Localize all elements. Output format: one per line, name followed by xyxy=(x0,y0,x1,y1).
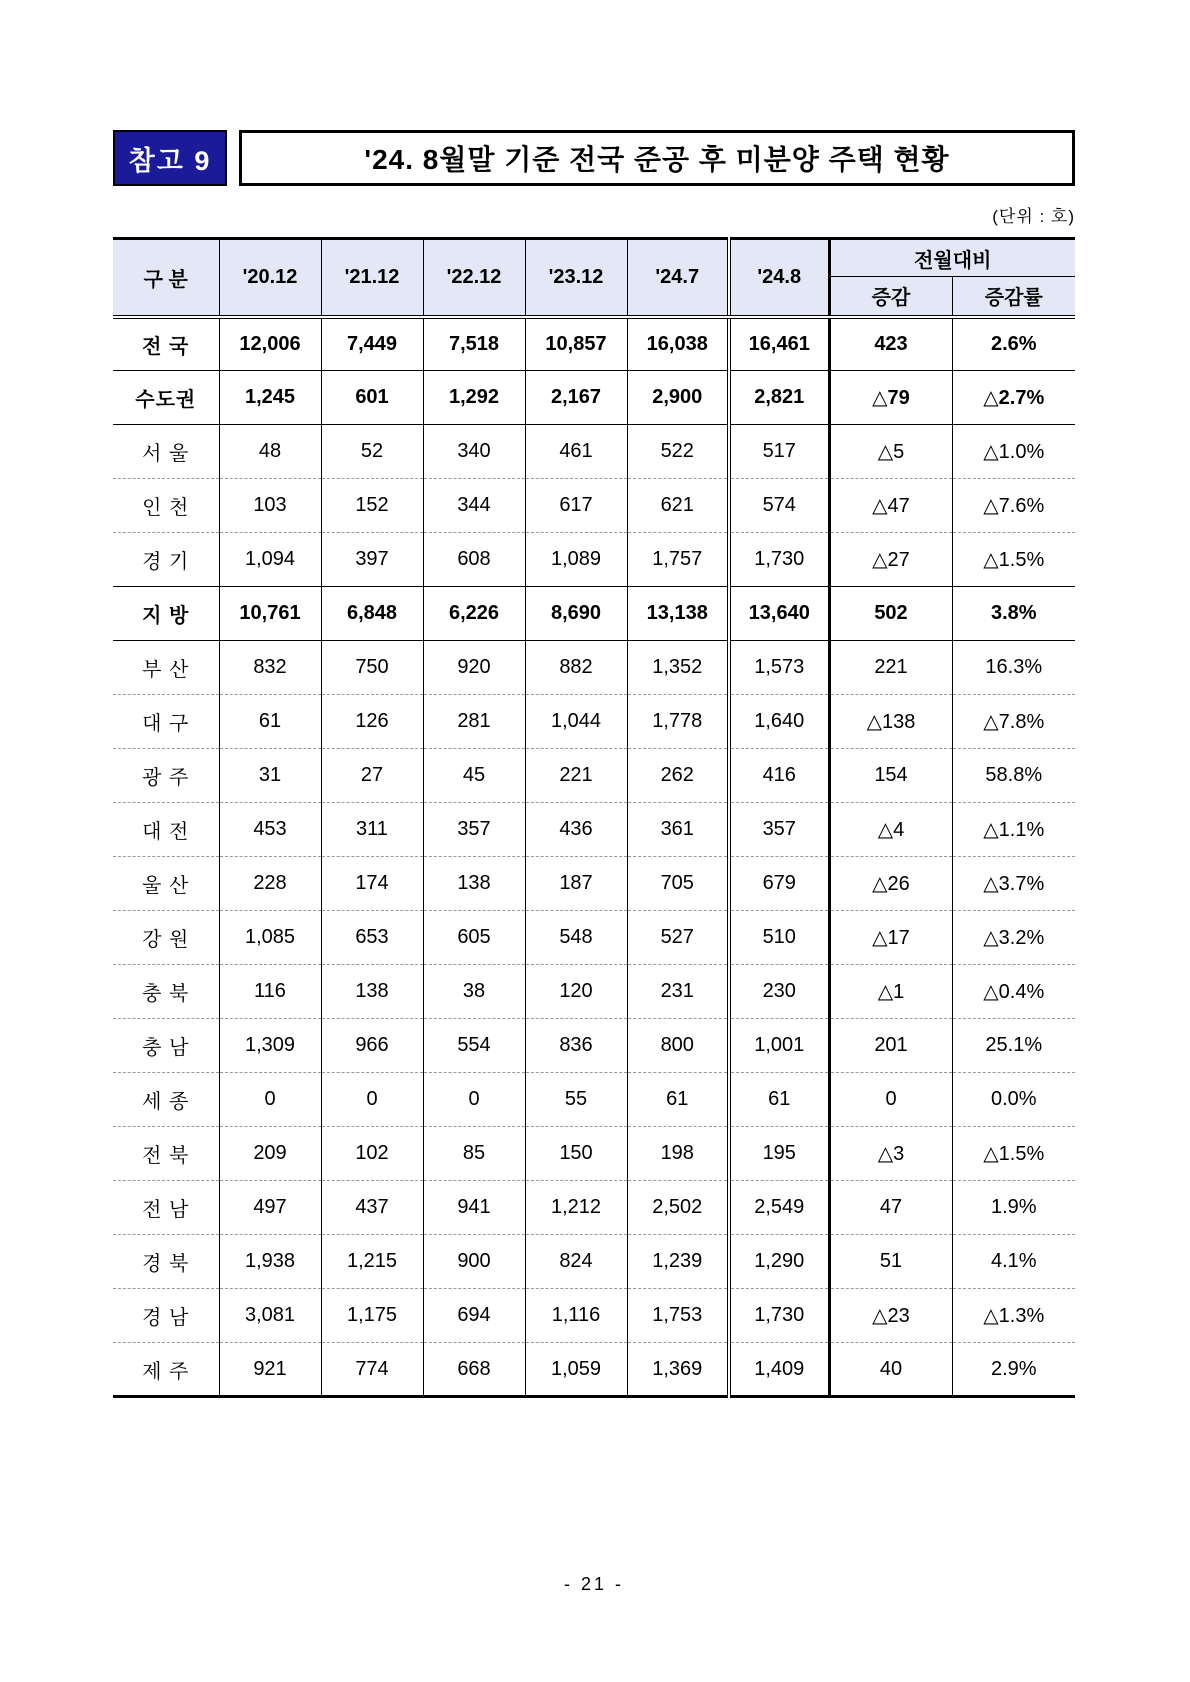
row-label: 경 북 xyxy=(113,1235,219,1289)
value-cell: 1,239 xyxy=(627,1235,729,1289)
value-cell: 47 xyxy=(829,1181,952,1235)
value-cell: △2.7% xyxy=(952,371,1075,425)
value-cell: 2,167 xyxy=(525,371,627,425)
value-cell: 2,821 xyxy=(729,371,829,425)
value-cell: 2,900 xyxy=(627,371,729,425)
value-cell: 694 xyxy=(423,1289,525,1343)
value-cell: △3.2% xyxy=(952,911,1075,965)
table-row xyxy=(113,1235,1075,1289)
value-cell: 6,226 xyxy=(423,587,525,641)
value-cell: 548 xyxy=(525,911,627,965)
table-row xyxy=(113,641,1075,695)
value-cell: 120 xyxy=(525,965,627,1019)
value-cell: 1,309 xyxy=(219,1019,321,1073)
value-cell: 6,848 xyxy=(321,587,423,641)
table-row xyxy=(113,587,1075,641)
value-cell: 103 xyxy=(219,479,321,533)
value-cell: 574 xyxy=(729,479,829,533)
value-cell: △79 xyxy=(829,371,952,425)
value-cell: 2.9% xyxy=(952,1343,1075,1397)
value-cell: 1,409 xyxy=(729,1343,829,1397)
row-label: 울 산 xyxy=(113,857,219,911)
value-cell: 800 xyxy=(627,1019,729,1073)
value-cell: 13,138 xyxy=(627,587,729,641)
value-cell: 437 xyxy=(321,1181,423,1235)
value-cell: 201 xyxy=(829,1019,952,1073)
table-row xyxy=(113,1127,1075,1181)
value-cell: △47 xyxy=(829,479,952,533)
row-label: 대 구 xyxy=(113,695,219,749)
table-row xyxy=(113,1073,1075,1127)
value-cell: 774 xyxy=(321,1343,423,1397)
value-cell: 527 xyxy=(627,911,729,965)
column-header-group: 구 분 xyxy=(113,239,219,317)
value-cell: 882 xyxy=(525,641,627,695)
value-cell: 27 xyxy=(321,749,423,803)
value-cell: 679 xyxy=(729,857,829,911)
value-cell: 340 xyxy=(423,425,525,479)
value-cell: 966 xyxy=(321,1019,423,1073)
table-body xyxy=(113,317,1075,1397)
value-cell: 522 xyxy=(627,425,729,479)
value-cell: 2.6% xyxy=(952,317,1075,371)
value-cell: 1,757 xyxy=(627,533,729,587)
row-label: 경 기 xyxy=(113,533,219,587)
value-cell: 195 xyxy=(729,1127,829,1181)
value-cell: △5 xyxy=(829,425,952,479)
value-cell: 617 xyxy=(525,479,627,533)
value-cell: 16,461 xyxy=(729,317,829,371)
value-cell: △4 xyxy=(829,803,952,857)
table-row xyxy=(113,1343,1075,1397)
value-cell: 1,290 xyxy=(729,1235,829,1289)
value-cell: 1,640 xyxy=(729,695,829,749)
column-header-period: '24.7 xyxy=(627,239,729,317)
value-cell: △17 xyxy=(829,911,952,965)
table-row xyxy=(113,479,1075,533)
value-cell: 1,059 xyxy=(525,1343,627,1397)
column-header-period: '20.12 xyxy=(219,239,321,317)
value-cell: 397 xyxy=(321,533,423,587)
header-row-main xyxy=(113,239,1075,277)
row-label: 지 방 xyxy=(113,587,219,641)
table-row xyxy=(113,803,1075,857)
row-label: 부 산 xyxy=(113,641,219,695)
table-row xyxy=(113,857,1075,911)
value-cell: 601 xyxy=(321,371,423,425)
value-cell: 361 xyxy=(627,803,729,857)
row-label: 전 북 xyxy=(113,1127,219,1181)
value-cell: 1,001 xyxy=(729,1019,829,1073)
value-cell: 102 xyxy=(321,1127,423,1181)
value-cell: 152 xyxy=(321,479,423,533)
value-cell: 0 xyxy=(829,1073,952,1127)
row-label: 전 남 xyxy=(113,1181,219,1235)
value-cell: 61 xyxy=(729,1073,829,1127)
row-label: 서 울 xyxy=(113,425,219,479)
value-cell: 221 xyxy=(829,641,952,695)
value-cell: 824 xyxy=(525,1235,627,1289)
table-row xyxy=(113,695,1075,749)
value-cell: 1,245 xyxy=(219,371,321,425)
value-cell: 10,857 xyxy=(525,317,627,371)
value-cell: △1 xyxy=(829,965,952,1019)
value-cell: 209 xyxy=(219,1127,321,1181)
value-cell: 453 xyxy=(219,803,321,857)
value-cell: 198 xyxy=(627,1127,729,1181)
value-cell: △1.0% xyxy=(952,425,1075,479)
value-cell: △7.6% xyxy=(952,479,1075,533)
value-cell: 1,352 xyxy=(627,641,729,695)
value-cell: 4.1% xyxy=(952,1235,1075,1289)
value-cell: 0.0% xyxy=(952,1073,1075,1127)
value-cell: 510 xyxy=(729,911,829,965)
value-cell: 1,175 xyxy=(321,1289,423,1343)
value-cell: 668 xyxy=(423,1343,525,1397)
value-cell: 154 xyxy=(829,749,952,803)
table-row xyxy=(113,911,1075,965)
value-cell: △7.8% xyxy=(952,695,1075,749)
table-row xyxy=(113,1019,1075,1073)
value-cell: 554 xyxy=(423,1019,525,1073)
value-cell: △3 xyxy=(829,1127,952,1181)
value-cell: 517 xyxy=(729,425,829,479)
value-cell: 705 xyxy=(627,857,729,911)
value-cell: 3,081 xyxy=(219,1289,321,1343)
value-cell: 1,116 xyxy=(525,1289,627,1343)
value-cell: 174 xyxy=(321,857,423,911)
unit-note: (단위 : 호) xyxy=(992,207,1075,226)
column-header-period: '21.12 xyxy=(321,239,423,317)
value-cell: 12,006 xyxy=(219,317,321,371)
value-cell: 1,044 xyxy=(525,695,627,749)
column-header-period: '23.12 xyxy=(525,239,627,317)
value-cell: 608 xyxy=(423,533,525,587)
reference-badge: 참고 9 xyxy=(113,130,227,186)
value-cell: 3.8% xyxy=(952,587,1075,641)
table-row xyxy=(113,533,1075,587)
table-row xyxy=(113,317,1075,371)
value-cell: 138 xyxy=(321,965,423,1019)
value-cell: 16.3% xyxy=(952,641,1075,695)
value-cell: △27 xyxy=(829,533,952,587)
value-cell: 357 xyxy=(729,803,829,857)
value-cell: 16,038 xyxy=(627,317,729,371)
value-cell: 45 xyxy=(423,749,525,803)
value-cell: 2,502 xyxy=(627,1181,729,1235)
value-cell: 51 xyxy=(829,1235,952,1289)
row-label: 수도권 xyxy=(113,371,219,425)
table-row xyxy=(113,425,1075,479)
row-label: 세 종 xyxy=(113,1073,219,1127)
value-cell: 1.9% xyxy=(952,1181,1075,1235)
table-row xyxy=(113,371,1075,425)
value-cell: △3.7% xyxy=(952,857,1075,911)
value-cell: 621 xyxy=(627,479,729,533)
value-cell: 344 xyxy=(423,479,525,533)
page-number: - 21 - xyxy=(563,1574,624,1594)
value-cell: △1.3% xyxy=(952,1289,1075,1343)
column-header-period: '24.8 xyxy=(729,239,829,317)
value-cell: 187 xyxy=(525,857,627,911)
value-cell: 228 xyxy=(219,857,321,911)
value-cell: 750 xyxy=(321,641,423,695)
row-label: 인 천 xyxy=(113,479,219,533)
table-row xyxy=(113,1181,1075,1235)
value-cell: 230 xyxy=(729,965,829,1019)
value-cell: 1,938 xyxy=(219,1235,321,1289)
value-cell: 1,212 xyxy=(525,1181,627,1235)
value-cell: 221 xyxy=(525,749,627,803)
value-cell: 605 xyxy=(423,911,525,965)
value-cell: 502 xyxy=(829,587,952,641)
value-cell: 436 xyxy=(525,803,627,857)
table-header xyxy=(113,239,1075,317)
value-cell: 8,690 xyxy=(525,587,627,641)
value-cell: 1,292 xyxy=(423,371,525,425)
column-header-change: 증감 xyxy=(829,277,952,317)
value-cell: 357 xyxy=(423,803,525,857)
value-cell: 40 xyxy=(829,1343,952,1397)
value-cell: 38 xyxy=(423,965,525,1019)
column-header-mom-group: 전월대비 xyxy=(829,239,1075,277)
value-cell: 150 xyxy=(525,1127,627,1181)
value-cell: 1,573 xyxy=(729,641,829,695)
value-cell: 0 xyxy=(219,1073,321,1127)
table-row xyxy=(113,1289,1075,1343)
value-cell: 52 xyxy=(321,425,423,479)
value-cell: △0.4% xyxy=(952,965,1075,1019)
value-cell: 832 xyxy=(219,641,321,695)
value-cell: 1,085 xyxy=(219,911,321,965)
value-cell: 1,778 xyxy=(627,695,729,749)
value-cell: △1.5% xyxy=(952,1127,1075,1181)
page-content xyxy=(113,0,1075,1595)
value-cell: 1,215 xyxy=(321,1235,423,1289)
value-cell: 416 xyxy=(729,749,829,803)
row-label: 경 남 xyxy=(113,1289,219,1343)
value-cell: 1,369 xyxy=(627,1343,729,1397)
value-cell: 1,094 xyxy=(219,533,321,587)
value-cell: 653 xyxy=(321,911,423,965)
value-cell: △23 xyxy=(829,1289,952,1343)
value-cell: 55 xyxy=(525,1073,627,1127)
value-cell: 1,089 xyxy=(525,533,627,587)
value-cell: 85 xyxy=(423,1127,525,1181)
value-cell: △26 xyxy=(829,857,952,911)
row-label: 충 남 xyxy=(113,1019,219,1073)
row-label: 강 원 xyxy=(113,911,219,965)
value-cell: 116 xyxy=(219,965,321,1019)
value-cell: 7,518 xyxy=(423,317,525,371)
value-cell: 126 xyxy=(321,695,423,749)
value-cell: 2,549 xyxy=(729,1181,829,1235)
value-cell: 25.1% xyxy=(952,1019,1075,1073)
value-cell: 423 xyxy=(829,317,952,371)
column-header-period: '22.12 xyxy=(423,239,525,317)
value-cell: 0 xyxy=(423,1073,525,1127)
value-cell: 13,640 xyxy=(729,587,829,641)
row-label: 제 주 xyxy=(113,1343,219,1397)
value-cell: △1.1% xyxy=(952,803,1075,857)
table-row xyxy=(113,749,1075,803)
title-row xyxy=(113,130,1075,186)
value-cell: 10,761 xyxy=(219,587,321,641)
table-row xyxy=(113,965,1075,1019)
value-cell: 231 xyxy=(627,965,729,1019)
value-cell: 262 xyxy=(627,749,729,803)
value-cell: 1,730 xyxy=(729,533,829,587)
value-cell: 48 xyxy=(219,425,321,479)
value-cell: 836 xyxy=(525,1019,627,1073)
value-cell: 1,753 xyxy=(627,1289,729,1343)
value-cell: 281 xyxy=(423,695,525,749)
value-cell: 497 xyxy=(219,1181,321,1235)
value-cell: 941 xyxy=(423,1181,525,1235)
value-cell: 138 xyxy=(423,857,525,911)
page-title: '24. 8월말 기준 전국 준공 후 미분양 주택 현황 xyxy=(239,130,1075,186)
column-header-change-rate: 증감률 xyxy=(952,277,1075,317)
value-cell: 921 xyxy=(219,1343,321,1397)
value-cell: △1.5% xyxy=(952,533,1075,587)
row-label: 대 전 xyxy=(113,803,219,857)
value-cell: 1,730 xyxy=(729,1289,829,1343)
row-label: 전 국 xyxy=(113,317,219,371)
value-cell: 58.8% xyxy=(952,749,1075,803)
value-cell: 31 xyxy=(219,749,321,803)
value-cell: 461 xyxy=(525,425,627,479)
value-cell: 7,449 xyxy=(321,317,423,371)
value-cell: 900 xyxy=(423,1235,525,1289)
value-cell: 61 xyxy=(219,695,321,749)
unsold-housing-table xyxy=(113,237,1075,1398)
value-cell: 61 xyxy=(627,1073,729,1127)
row-label: 광 주 xyxy=(113,749,219,803)
row-label: 충 북 xyxy=(113,965,219,1019)
value-cell: 311 xyxy=(321,803,423,857)
value-cell: 920 xyxy=(423,641,525,695)
value-cell: △138 xyxy=(829,695,952,749)
value-cell: 0 xyxy=(321,1073,423,1127)
